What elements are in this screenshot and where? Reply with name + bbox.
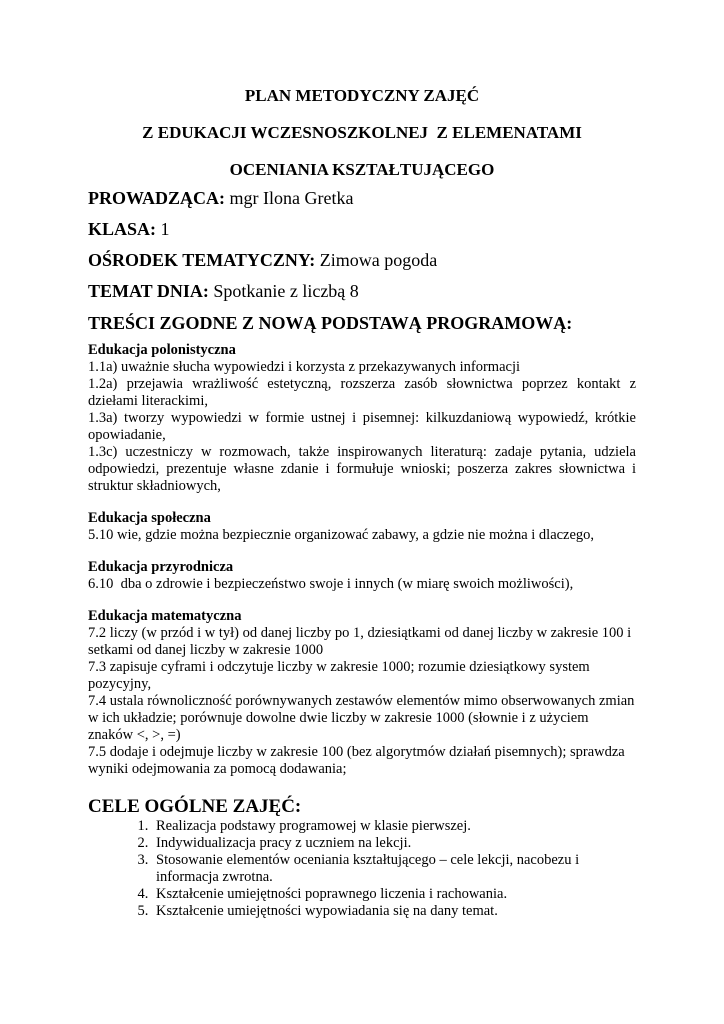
goal-item: 1. Realizacja podstawy programowej w klasie pierwszej. — [152, 818, 636, 835]
list-item: 6.10 dba o zdrowie i bezpieczeństwo swoje i innych (w miarę swoich możliwości), — [88, 576, 574, 592]
list-item: 1.1a) uważnie słucha wypowiedzi i korzysta z przekazywanych informacji — [88, 359, 521, 375]
list-item: 1.3a) tworzy wypowiedzi w formie ustnej i pisemnej: kilkuzdaniową wypowiedź, krótkie opowiadanie, — [88, 410, 636, 443]
content-heading: TREŚCI ZGODNE Z NOWĄ PODSTAWĄ PROGRAMOWĄ: — [88, 313, 573, 333]
title-line-2: Z EDUKACJI WCZESNOSZKOLNEJ Z ELEMENATAMI — [142, 123, 582, 142]
goal-item: 5. Kształcenie umiejętności wypowiadania się na dany temat. — [152, 903, 636, 920]
subject-title: Edukacja przyrodnicza — [88, 559, 234, 575]
title-line-1: PLAN METODYCZNY ZAJĘĆ — [244, 86, 480, 105]
teacher-label: PROWADZĄCA: — [88, 188, 225, 208]
document-title — [88, 86, 636, 180]
list-item: 7.2 liczy (w przód i w tył) od danej liczby po 1, dziesiątkami od danej liczby w zakresie 100 i setkami od danej liczby w zakresie 1000 — [88, 625, 632, 658]
goal-item: 3. Stosowanie elementów oceniania kształtującego – cele lekcji, nacobezu i informacja zwrotna. — [152, 852, 636, 886]
subject-math — [88, 608, 636, 778]
teacher-line — [88, 188, 636, 208]
goals-list — [88, 818, 636, 920]
teacher-value: mgr Ilona Gretka — [225, 188, 354, 208]
list-item: 7.3 zapisuje cyframi i odczytuje liczby w zakresie 1000; rozumie dziesiątkowy system pozycyjny, — [88, 659, 590, 692]
day-topic-value: Spotkanie z liczbą 8 — [208, 281, 359, 301]
subject-title: Edukacja społeczna — [88, 510, 211, 526]
title-line-3: OCENIANIA KSZTAŁTUJĄCEGO — [229, 160, 495, 179]
goals-heading: CELE OGÓLNE ZAJĘĆ: — [88, 796, 302, 817]
list-item: 5.10 wie, gdzie można bezpiecznie organizować zabawy, a gdzie nie można i dlaczego, — [88, 527, 595, 543]
subject-title: Edukacja polonistyczna — [88, 342, 236, 358]
day-topic-label: TEMAT DNIA: — [88, 281, 209, 301]
subject-polish — [88, 342, 636, 495]
list-item: 7.5 dodaje i odejmuje liczby w zakresie 100 (bez algorytmów działań pisemnych); sprawdza wyniki odejmowania za pomocą dodawania; — [88, 744, 625, 777]
day-topic-line — [88, 281, 636, 301]
list-item: 1.3c) uczestniczy w rozmowach, także inspirowanych literaturą: zadaje pytania, udziela odpowiedzi, prezentuje własne zdanie i formułuje wnioski; poszerza zakres słownictwa i struktur składniowych, — [88, 444, 636, 494]
topic-center-line — [88, 250, 636, 270]
topic-center-value: Zimowa pogoda — [315, 250, 438, 270]
class-line — [88, 219, 636, 239]
list-item: 7.4 ustala równoliczność porównywanych zestawów elementów mimo obserwowanych zmian w ich układzie; porównuje dowolne dwie liczby w zakresie 1000 (słownie i z użyciem znaków <, >, =) — [88, 693, 635, 743]
class-value: 1 — [156, 219, 170, 239]
goal-item: 4. Kształcenie umiejętności poprawnego liczenia i rachowania. — [152, 886, 636, 903]
subject-social — [88, 510, 636, 544]
subject-nature — [88, 559, 636, 593]
subject-title: Edukacja matematyczna — [88, 608, 242, 624]
class-label: KLASA: — [88, 219, 157, 239]
topic-center-label: OŚRODEK TEMATYCZNY: — [88, 250, 316, 270]
goal-item: 2. Indywidualizacja pracy z uczniem na lekcji. — [152, 835, 636, 852]
list-item: 1.2a) przejawia wrażliwość estetyczną, rozszerza zasób słownictwa poprzez kontakt z dziełami literackimi, — [88, 376, 636, 409]
